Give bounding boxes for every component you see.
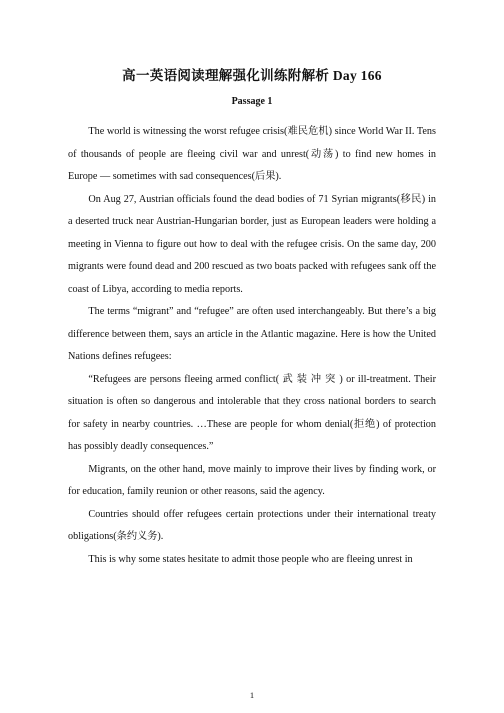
paragraph: This is why some states hesitate to admit those people who are fleeing unrest in (88, 553, 413, 565)
paragraph: “Refugees are persons fleeing armed conflict( 武 装 冲 突 ) or ill-treatment. Their situation is often so dangerous and intolerable that they cross national borders to search for safety in nearby countries. …These are people for whom denial(拒绝) of protection has possibly deadly consequences.” (68, 373, 436, 452)
document-title: 高一英语阅读理解强化训练附解析 Day 166 (122, 68, 382, 83)
passage-body (68, 121, 436, 571)
paragraph: The terms “migrant” and “refugee” are often used interchangeably. But there’s a big difference between them, says an article in the Atlantic magazine. Here is how the United Nations defines refugees: (68, 306, 436, 362)
paragraph: Migrants, on the other hand, move mainly to improve their lives by finding work, or for education, family reunion or other reasons, said the agency. (68, 463, 436, 497)
paragraph: The world is witnessing the worst refugee crisis(难民危机) since World War II. Tens of thousands of people are fleeing civil war and unrest(动荡) to find new homes in Europe — sometimes with sad consequences(后果). (68, 126, 436, 182)
page-number: 1 (249, 690, 255, 700)
passage-heading: Passage 1 (231, 96, 273, 107)
paragraph: Countries should offer refugees certain protections under their international treaty obligations(条约义务). (68, 508, 436, 542)
paragraph: On Aug 27, Austrian officials found the dead bodies of 71 Syrian migrants(移民) in a deserted truck near Austrian-Hungarian border, just as European leaders were holding a meeting in Vienna to figure out how to deal with the refugee crisis. On the same day, 200 migrants were found dead and 200 rescued as two boats packed with refugees sank off the coast of Libya, according to media reports. (68, 193, 436, 295)
